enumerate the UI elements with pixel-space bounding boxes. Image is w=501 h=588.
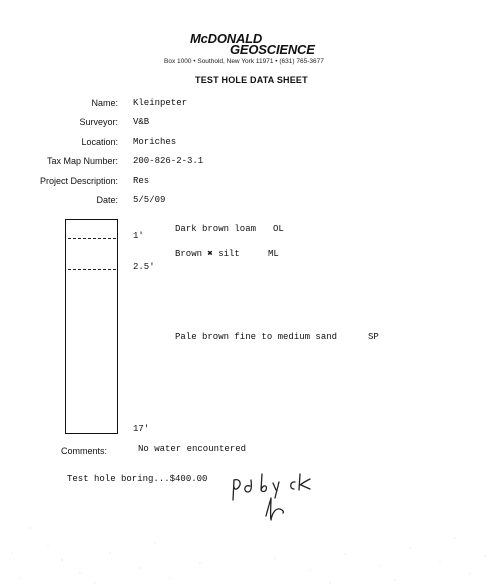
layer-description: Pale brown fine to medium sand [175,332,338,342]
layer-soil-code: SP [368,332,379,342]
comments-text: No water encountered [138,444,247,454]
location-label: Location: [81,137,118,147]
layer-description: Dark brown loam [175,224,257,234]
depth-label: 1' [133,231,144,241]
date-label: Date: [96,195,118,205]
layer-boundary-1 [68,238,116,239]
surveyor-label: Surveyor: [79,117,118,127]
surveyor-value: V&B [133,117,150,127]
layer-boundary-2 [68,269,116,270]
comments-label: Comments: [60,446,107,456]
tax-map-label: Tax Map Number: [46,156,118,166]
company-address: Box 1000 • Southold, New York 11971 • (631) 765-3677 [164,58,324,65]
date-value: 5/5/09 [133,195,166,205]
layer-soil-code: OL [273,224,284,234]
boring-log-column [65,219,118,434]
layer-description: Brown ✖ silt [175,249,240,259]
sheet-title: TEST HOLE DATA SHEET [195,75,308,85]
handwritten-note-signature [228,468,328,528]
name-label: Name: [91,98,118,108]
location-value: Moriches [133,137,177,147]
project-description-label: Project Description: [39,176,118,186]
layer-soil-code: ML [268,249,279,259]
project-description-value: Res [133,176,150,186]
depth-label: 2.5' [133,262,155,272]
depth-label: 17' [133,424,150,434]
name-value: Kleinpeter [133,98,188,108]
test-hole-cost: Test hole boring...$400.00 [67,474,208,484]
tax-map-value: 200-826-2-3.1 [133,156,204,166]
company-name-line2: GEOSCIENCE [230,42,315,57]
company-name-line1: McDONALD [190,31,263,46]
